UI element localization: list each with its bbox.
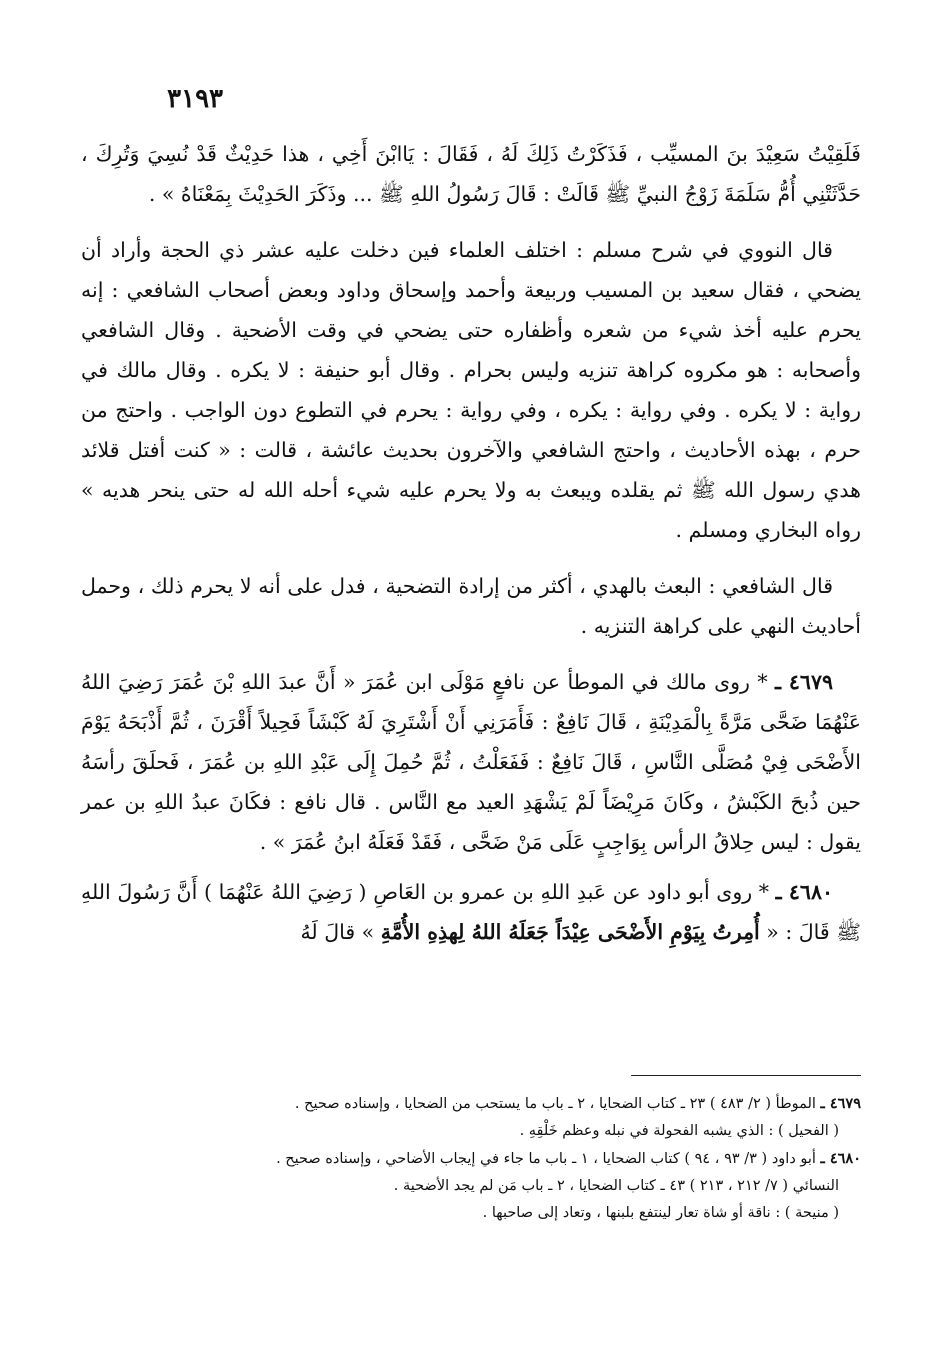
footnote-entry xyxy=(81,1145,861,1173)
hadith-text-start: * روى أبو داود عن عَبدِ اللهِ بن عمرو بن العَاصِ ( رَضِيَ اللهُ عَنْهُمَا ) أَنَّ رَسُولَ اللهِ ﷺ قَالَ : « xyxy=(81,880,861,944)
footnote-entry xyxy=(81,1173,861,1200)
hadith-quote-bold: أُمِرتُ بِيَوْمِ الأَضْحَى عِيْدَاً جَعَلَهُ اللهُ لِهذِهِ الأُمَّةِ xyxy=(380,920,760,944)
hadith-number: ٤٦٧٩ ـ xyxy=(774,670,833,694)
footnote-text: ( الفحيل ) : الذي يشبه الفحولة في نبله وعظم خَلْقِهِ . xyxy=(519,1123,839,1139)
hadith-4679 xyxy=(81,662,861,862)
footnote-divider xyxy=(631,1075,861,1076)
hadith-text-end: » قالَ لَهُ xyxy=(300,920,375,944)
hadith-4680 xyxy=(81,872,861,952)
main-text xyxy=(81,134,861,952)
footnote-text: أبو داود ( ٣/ ٩٣ ، ٩٤ ) كتاب الضحايا ، ١ ـ باب ما جاء في إيجاب الأضاحي ، وإسناده صحيح . xyxy=(276,1151,816,1167)
hadith-text: * روى مالك في الموطأ عن نافعٍ مَوْلَى ابن عُمَرَ « أَنَّ عبدَ اللهِ بْنَ عُمَرَ رَضِيَ اللهُ عَنْهُمَا ضَحَّى مَرَّةً بِالْمَدِيْنَةِ ، قَالَ نَافِعٌ : فَأَمَرَنِي أَنْ أَشْتَرِيَ لَهُ كَبْشَاً فَحِيلاً أَقْرَنَ ، ثُمَّ أَذْبَحَهُ يَوْمَ الأَضْحَى فِيْ مُصَلَّى النَّاسِ ، قَالَ نَافِعٌ : فَفَعَلْتُ ، ثُمَّ حُمِلَ إِلَى عَبْدِ اللهِ بن عُمَرَ ، فَحلَقَ رأسَهُ حين ذُبحَ الكَبْشُ ، وكَانَ مَرِيْضَاً لَمْ يَشْهَدِ العيد مع النَّاس . قال نافع : فكَانَ عبدُ اللهِ بن عمر يقول : ليس حِلاقُ الرأس بِوَاجِبٍ عَلَى مَنْ ضَحَّى ، فَقَدْ فَعَلَهُ ابنُ عُمَرَ » . xyxy=(81,670,861,854)
footnote-text: ( منيحة ) : ناقة أو شاة تعار لينتفع بلبنها ، وتعاد إلى صاحبها . xyxy=(482,1205,839,1221)
footnote-entry xyxy=(81,1090,861,1118)
footnote-text: الموطأ ( ٢/ ٤٨٣ ) ٢٣ ـ كتاب الضحايا ، ٢ ـ باب ما يستحب من الضحايا ، وإسناده صحيح . xyxy=(294,1096,816,1112)
footnote-text: النسائي ( ٧/ ٢١٢ ، ٢١٣ ) ٤٣ ـ كتاب الضحايا ، ٢ ـ باب مَن لم يجد الأضحية . xyxy=(393,1178,839,1194)
paragraph-continuation: فَلَقِيْتُ سَعِيْدَ بنَ المسيِّب ، فَذَكَرْتُ ذَلِكَ لَهُ ، فَقَالَ : يَاابْنَ أَخِي ، هذا حَدِيْثٌ قَدْ نُسِيَ وَتُرِكَ ، حَدَّثَتْنِي أُمُّ سَلَمَةَ زَوْجُ النبيِّ ﷺ قَالَتْ : قَالَ رَسُولُ اللهِ ﷺ ... وذَكَرَ الحَدِيْثَ بِمَعْنَاهُ » . xyxy=(81,142,861,206)
footnote-entry xyxy=(81,1118,861,1145)
footnotes xyxy=(81,1090,861,1227)
footnote-number: ٤٦٨٠ ـ xyxy=(820,1150,861,1167)
hadith-number: ٤٦٨٠ ـ xyxy=(775,880,833,904)
paragraph-nawawi: قال النووي في شرح مسلم : اختلف العلماء فين دخلت عليه عشر ذي الحجة وأراد أن يضحي ، فقال سعيد بن المسيب وربيعة وأحمد وإسحاق وداود وبعض أصحاب الشافعي : إنه يحرم عليه أخذ شيء من شعره وأظفاره حتى يضحي في وقت الأضحية . وقال الشافعي وأصحابه : هو مكروه كراهة تنزيه وليس بحرام . وقال أبو حنيفة : لا يكره . وقال مالك في رواية : لا يكره . وفي رواية : يكره ، وفي رواية : يحرم في التطوع دون الواجب . واحتج من حرم ، بهذه الأحاديث ، واحتج الشافعي والآخرون بحديث عائشة ، قالت : « كنت أفتل قلائد هدي رسول الله ﷺ ثم يقلده ويبعث به ولا يحرم عليه شيء أحله الله له حتى ينحر هديه » رواه البخاري ومسلم . xyxy=(81,238,861,542)
footnote-number: ٤٦٧٩ ـ xyxy=(820,1095,861,1112)
page-number: ٣١٩٣ xyxy=(167,84,223,114)
footnote-entry xyxy=(81,1200,861,1227)
paragraph-shafii: قال الشافعي : البعث بالهدي ، أكثر من إرادة التضحية ، فدل على أنه لا يحرم ذلك ، وحمل أحاديث النهي على كراهة التنزيه . xyxy=(81,574,861,638)
